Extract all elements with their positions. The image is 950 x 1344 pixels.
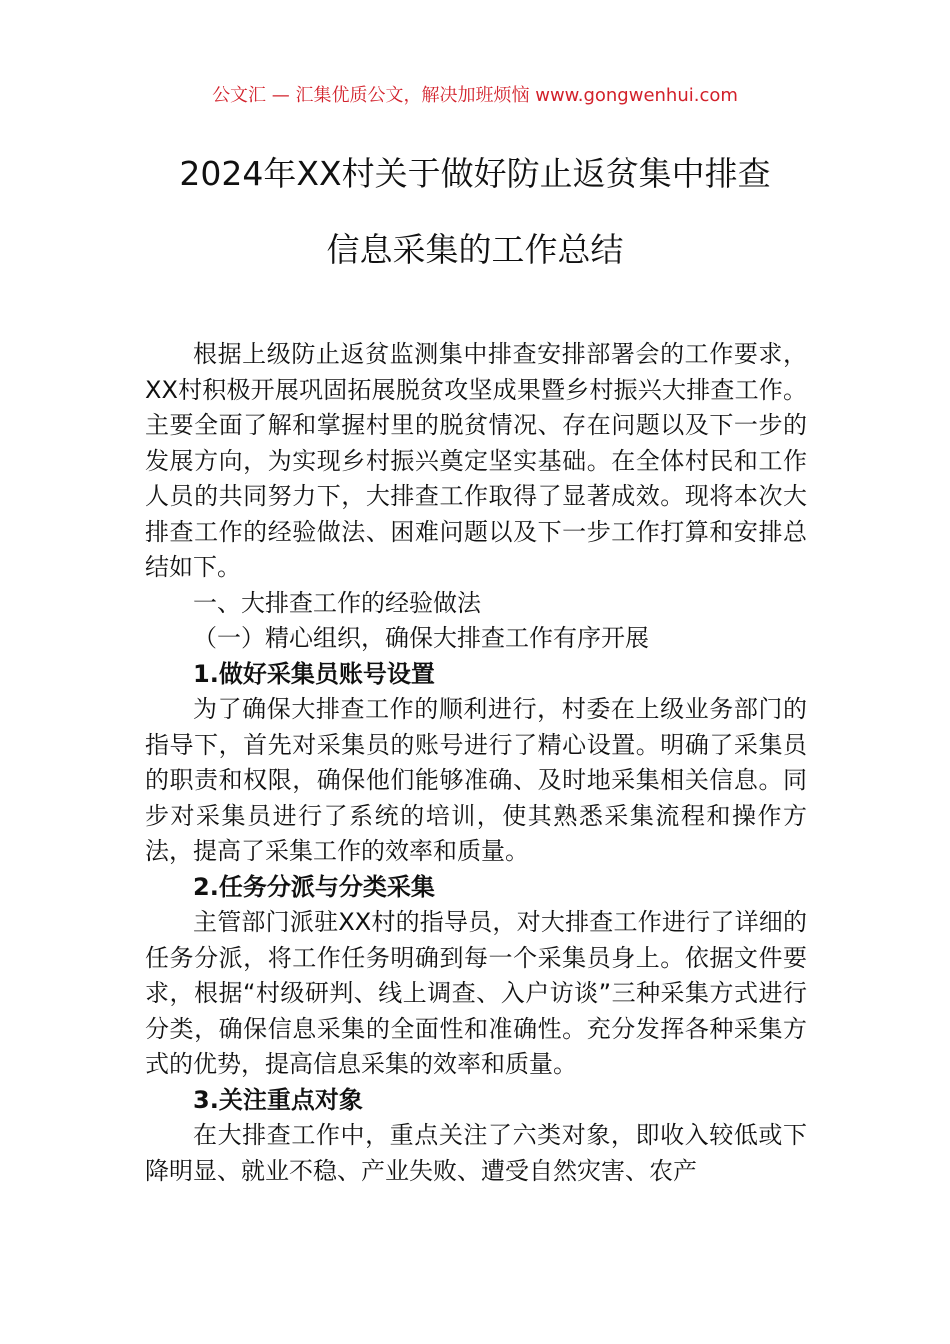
document-title-line-1: 2024年XX村关于做好防止返贫集中排查 xyxy=(179,154,771,193)
watermark-header: 公文汇 — 汇集优质公文，解决加班烦恼 www.gongwenhui.com xyxy=(212,85,738,106)
document-body xyxy=(145,337,807,1189)
intro-paragraph: 根据上级防止返贫监测集中排查安排部署会的工作要求，XX村积极开展巩固拓展脱贫攻坚成果暨乡村振兴大排查工作。主要全面了解和掌握村里的脱贫情况、存在问题以及下一步的发展方向，为实现乡村振兴奠定坚实基础。在全体村民和工作人员的共同努力下，大排查工作取得了显著成效。现将本次大排查工作的经验做法、困难问题以及下一步工作打算和安排总结如下。 xyxy=(145,340,807,581)
item-heading-1: 1.做好采集员账号设置 xyxy=(193,659,435,688)
section-heading-1: 一、大排查工作的经验做法 xyxy=(193,588,481,617)
subsection-heading-1: （一）精心组织，确保大排查工作有序开展 xyxy=(193,624,649,652)
item-heading-3: 3.关注重点对象 xyxy=(193,1085,363,1114)
item-heading-2: 2.任务分派与分类采集 xyxy=(193,872,435,901)
item-paragraph-3: 在大排查工作中，重点关注了六类对象，即收入较低或下降明显、就业不稳、产业失败、遭受自然灾害、农产 xyxy=(145,1121,807,1185)
document-title-line-2: 信息采集的工作总结 xyxy=(326,230,624,269)
item-paragraph-1: 为了确保大排查工作的顺利进行，村委在上级业务部门的指导下，首先对采集员的账号进行了精心设置。明确了采集员的职责和权限，确保他们能够准确、及时地采集相关信息。同步对采集员进行了系统的培训，使其熟悉采集流程和操作方法，提高了采集工作的效率和质量。 xyxy=(145,695,807,865)
item-paragraph-2: 主管部门派驻XX村的指导员，对大排查工作进行了详细的任务分派，将工作任务明确到每一个采集员身上。依据文件要求，根据“村级研判、线上调查、入户访谈”三种采集方式进行分类，确保信息采集的全面性和准确性。充分发挥各种采集方式的优势，提高信息采集的效率和质量。 xyxy=(145,908,807,1078)
